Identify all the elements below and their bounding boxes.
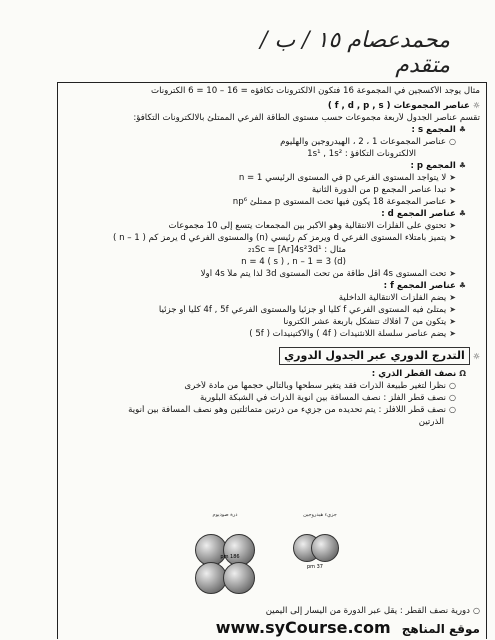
- radius-label: 37 pm: [306, 564, 323, 570]
- p-block-item: ➤عناصر المجموعة 18 يكون فيها تحت المستوى p ممتلئ np⁶: [232, 197, 456, 207]
- club-bullet-icon: ♣: [458, 161, 466, 170]
- handwritten-note: محمدعصام ١٥ / ب / متقدم: [260, 28, 450, 78]
- d-block-heading: ♣عناصر المجمع d :: [381, 209, 466, 219]
- arrow-bullet-icon: ➤: [449, 329, 456, 338]
- arrow-bullet-icon: ➤: [449, 317, 456, 326]
- p-block-item: ➤تبدأ عناصر المجمع p من الدورة الثانية: [311, 185, 456, 195]
- circle-bullet-icon: ○: [449, 393, 456, 402]
- club-bullet-icon: ♣: [458, 125, 466, 134]
- p-block-item: ➤لا يتواجد المستوى الفرعي p في المستوى الرئيسي n = 1: [238, 173, 456, 183]
- omega-bullet-icon: Ω: [459, 369, 466, 378]
- d-block-item: ➤تحتوي على الفلزات الانتقالية وهو الأكبر بين المجمعات يتسع إلى 10 مجموعات: [168, 221, 456, 231]
- metal-atom-shape: [223, 562, 255, 594]
- f-block-item: ➤يضم الفلزات الانتقالية الداخلية: [338, 293, 456, 303]
- f-block-item: ➤يضم عناصر سلسلة اللانثنيدات ( 4f ) والأكتينيدات ( 5f ): [249, 329, 456, 339]
- radius-label: 186 pm: [220, 554, 240, 560]
- atomic-radius-item: الذرتين: [418, 417, 444, 427]
- circle-bullet-icon: ○: [449, 405, 456, 414]
- circle-bullet-icon: ○: [449, 137, 456, 146]
- site-name: موقع المناهج: [401, 622, 480, 636]
- circle-bullet-icon: ○: [449, 381, 456, 390]
- d-block-item: n = 4 ( s ) , n – 1 = 3 (d): [241, 257, 346, 267]
- atomic-radius-item: ○نصف قطر الفلز : نصف المسافة بين أنوية الذرات في الشبكة البلورية: [199, 393, 456, 403]
- hydrogen-atom-shape: [311, 534, 339, 562]
- f-block-item: ➤يمتلئ فيه المستوى الفرعي f كليا أو جزئيا والمستوى الفرعي 4f , 5f كليا أو جزئيا: [158, 305, 456, 315]
- intro-line: مثال يوجد الأكسجين في المجموعة 16 فتكون الالكترونات تكافؤه = 16 – 10 = 6 الكترونات: [151, 86, 480, 96]
- blocks-intro: تقسم عناصر الجدول لأربعة مجموعات حسب مستوى الطاقة الفرعي الممتلئ بالالكترونات التكافؤ:: [133, 113, 480, 123]
- footer-banner: [70, 618, 480, 637]
- periodic-trend-line: ○دورية نصف القطر : يقل عبر الدورة من اليسار إلى اليمين: [265, 606, 480, 616]
- arrow-bullet-icon: ➤: [449, 305, 456, 314]
- club-bullet-icon: ♣: [458, 209, 466, 218]
- club-bullet-icon: ♣: [458, 281, 466, 290]
- arrow-bullet-icon: ➤: [449, 293, 456, 302]
- circle-bullet-icon: ○: [473, 606, 480, 615]
- f-block-item: ➤يتكون من 7 أفلاك تتشكل بأربعة عشر الكترونا: [283, 317, 456, 327]
- arrow-bullet-icon: ➤: [449, 197, 456, 206]
- arrow-bullet-icon: ➤: [449, 233, 456, 242]
- blocks-heading: ☼عناصر المجموعات ( f , d , p , s ): [327, 101, 480, 111]
- atomic-radius-item: ○نظرا لتغير طبيعة الذرات فقد يتغير سطحها وبالتالي حجمها من مادة لأخرى: [184, 381, 456, 391]
- s-block-item: الالكترونات التكافؤ : 1s¹ , 1s²: [307, 149, 416, 159]
- p-block-heading: ♣المجمع p :: [410, 161, 466, 171]
- site-url[interactable]: www.syCourse.com: [215, 618, 391, 637]
- arrow-bullet-icon: ➤: [449, 185, 456, 194]
- sun-icon: ☼: [472, 101, 480, 110]
- atomic-radius-figure: [190, 512, 350, 602]
- arrow-bullet-icon: ➤: [449, 173, 456, 182]
- arrow-bullet-icon: ➤: [449, 269, 456, 278]
- s-block-item: ○عناصر المجموعات 1 ، 2 ، الهيدروجين والهليوم: [280, 137, 456, 147]
- hydrogen-molecule-figure: [285, 512, 355, 592]
- d-block-item: مثال : ₂₁Sc = [Ar]4s²3d¹: [247, 245, 346, 255]
- figure-label: جزيء هيدروجين: [303, 512, 337, 518]
- arrow-bullet-icon: ➤: [449, 221, 456, 230]
- s-block-heading: ♣المجمع s :: [411, 125, 466, 135]
- figure-label: ذرة صوديوم: [212, 512, 238, 518]
- atomic-radius-heading: Ωنصف القطر الذري :: [371, 369, 466, 379]
- f-block-heading: ♣عناصر المجمع f :: [383, 281, 466, 291]
- d-block-item: ➤تحت المستوى 4s أقل طاقة من تحت المستوى 3d لذا يتم ملأ 4s أولا: [200, 269, 456, 279]
- sodium-atom-figure: [190, 512, 260, 592]
- document-body: [62, 86, 480, 429]
- trend-heading: ☼التدرج الدوري عبر الجدول الدوري: [62, 347, 480, 365]
- d-block-item: ➤يتميز بامتلاء المستوى الفرعي d ويرمز كم رئيسي (n) والمستوى الفرعي d يرمز كم ( n – 1 ): [112, 233, 456, 243]
- sun-icon: ☼: [472, 352, 480, 361]
- atomic-radius-item: ○نصف قطر اللافلز : يتم تحديده من جزيء من ذرتين متماثلتين وهو نصف المسافة بين أنوية: [128, 405, 456, 415]
